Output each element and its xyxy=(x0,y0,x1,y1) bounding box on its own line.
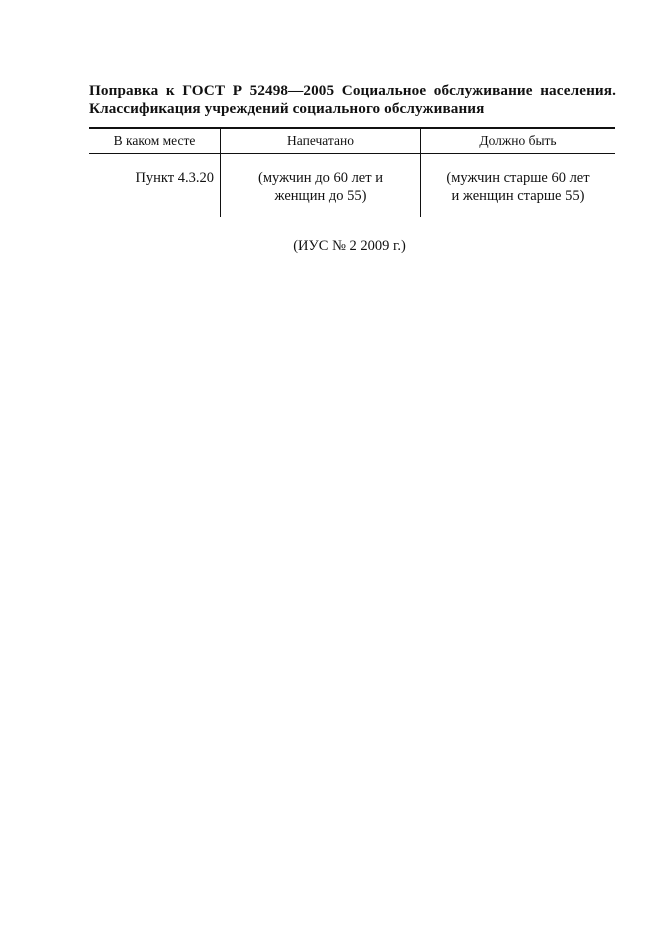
column-header-should-be: Должно быть xyxy=(479,133,557,148)
column-header-location: В каком месте xyxy=(113,133,196,148)
row-printed-cell xyxy=(221,169,420,205)
title-line-2: Классификация учреждений социального обслуживания xyxy=(89,100,485,117)
column-header-printed: Напечатано xyxy=(287,133,354,148)
row-printed-line-1: (мужчин до 60 лет и xyxy=(258,170,383,186)
source-reference: (ИУС № 2 2009 г.) xyxy=(293,238,406,254)
corrections-table xyxy=(89,127,615,217)
amendment-title xyxy=(89,82,616,118)
row-should-be-line-2: и женщин старше 55) xyxy=(451,188,585,204)
row-should-be-line-1: (мужчин старше 60 лет xyxy=(446,170,590,186)
source-footer xyxy=(0,237,661,255)
table-header-rule xyxy=(89,153,615,154)
title-line-1: Поправка к ГОСТ Р 52498—2005 Социальное обслуживание населения. xyxy=(89,82,616,99)
row-printed-line-2: женщин до 55) xyxy=(274,188,367,204)
row-location-text: Пункт 4.3.20 xyxy=(135,170,214,186)
row-location-cell xyxy=(89,169,220,187)
row-should-be-cell xyxy=(421,169,615,205)
table-top-rule xyxy=(89,127,615,129)
